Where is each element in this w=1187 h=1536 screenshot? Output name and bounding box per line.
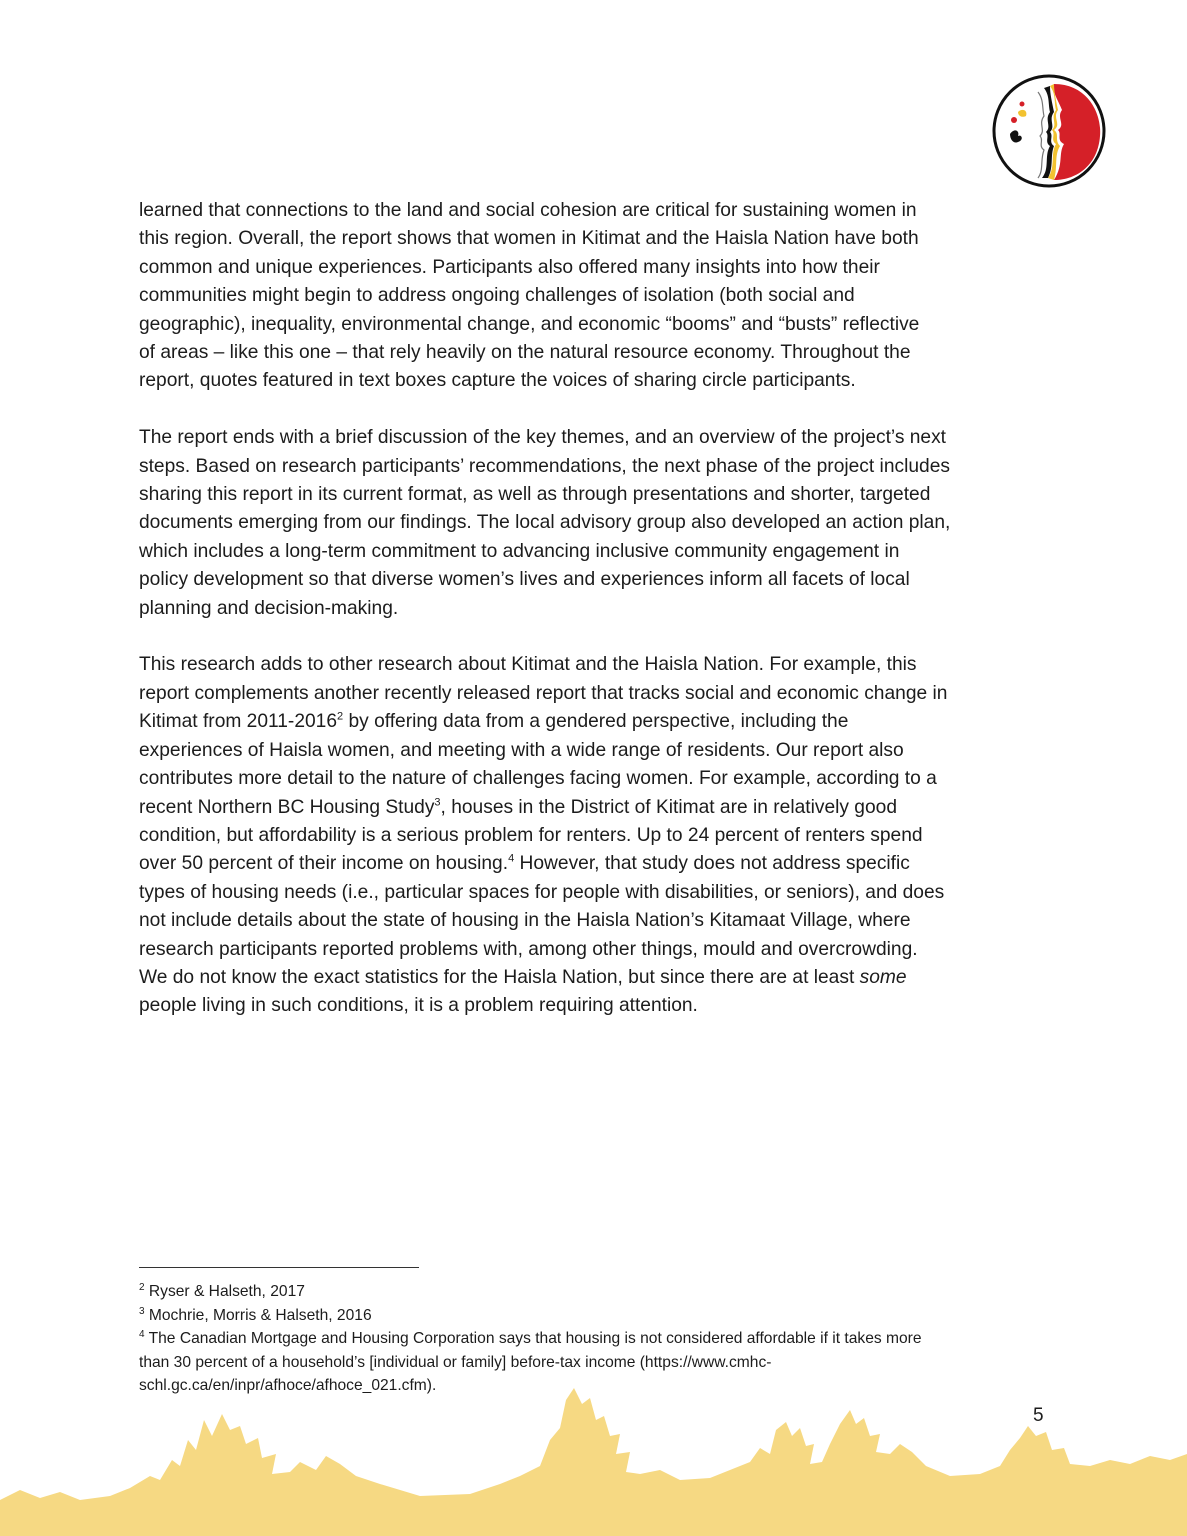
footnote-3	[139, 1304, 1051, 1328]
text-line: steps. Based on research participants’ recommendations, the next phase of the project includes	[139, 455, 950, 477]
paragraph	[139, 424, 1051, 623]
text-segment: over 50 percent of their income on housing.	[139, 853, 509, 875]
footnote-text: schl.gc.ca/en/inpr/afhoce/afhoce_021.cfm).	[139, 1377, 437, 1394]
text-segment: Kitimat from 2011-2016	[139, 711, 338, 733]
text-line: common and unique experiences. Participants also offered many insights into how their	[139, 256, 880, 278]
page-number: 5	[1033, 1405, 1044, 1426]
text-segment: by offering data from a gendered perspective, including the	[343, 711, 849, 733]
paragraph	[139, 197, 1051, 396]
text-line: documents emerging from our findings. The local advisory group also developed an action plan,	[139, 512, 951, 534]
paragraph	[139, 651, 1051, 1020]
footnote-text: Mochrie, Morris & Halseth, 2016	[144, 1306, 372, 1324]
text-line: this region. Overall, the report shows that women in Kitimat and the Haisla Nation have both	[139, 228, 919, 250]
footnote-mark: 4	[139, 1328, 145, 1340]
emphasis: some	[859, 966, 907, 988]
text-line: sharing this report in its current format, as well as through presentations and shorter, targeted	[139, 484, 931, 506]
text-line: condition, but affordability is a serious problem for renters. Up to 24 percent of renters spend	[139, 824, 923, 846]
footnote-ref-3[interactable]: 3	[434, 796, 441, 809]
text-line: of areas – like this one – that rely heavily on the natural resource economy. Throughout the	[139, 342, 911, 364]
text-line	[139, 850, 1051, 878]
text-line: This research adds to other research about Kitimat and the Haisla Nation. For example, this	[139, 654, 917, 676]
footnote-text: Ryser & Halseth, 2017	[144, 1283, 305, 1300]
text-line: contributes more detail to the nature of challenges facing women. For example, according to a	[139, 768, 937, 790]
text-line: not include details about the state of housing in the Haisla Nation’s Kitamaat Village, where	[139, 910, 911, 932]
text-line	[139, 794, 1051, 822]
text-line: research participants reported problems with, among other things, mould and overcrowding.	[139, 938, 918, 960]
footnote-ref-4[interactable]: 4	[508, 852, 515, 865]
text-line: report complements another recently released report that tracks social and economic change in	[139, 682, 948, 704]
footnote-separator	[139, 1267, 419, 1268]
body-text	[139, 197, 1051, 1049]
text-line	[139, 708, 1051, 736]
footnote-mark: 2	[139, 1281, 145, 1293]
footnote-text: than 30 percent of a household’s [individual or family] before-tax income (https://www.cmhc-	[139, 1353, 772, 1371]
text-line: communities might begin to address ongoing challenges of isolation (both social and	[139, 285, 855, 307]
text-line: which includes a long-term commitment to advancing inclusive community engagement in	[139, 540, 900, 562]
text-segment: We do not know the exact statistics for the Haisla Nation, but since there are at least	[139, 966, 860, 988]
text-line: report, quotes featured in text boxes capture the voices of sharing circle participants.	[139, 370, 856, 392]
text-line: people living in such conditions, it is a problem requiring attention.	[139, 995, 698, 1017]
footnote-ref-2[interactable]: 2	[337, 710, 344, 723]
text-line	[139, 964, 1051, 992]
text-line: policy development so that diverse women’s lives and experiences inform all facets of local	[139, 569, 910, 591]
text-segment: , houses in the District of Kitimat are in relatively good	[440, 796, 897, 818]
footnote-2	[139, 1280, 1051, 1304]
text-line: types of housing needs (i.e., particular spaces for people with disabilities, or seniors), and does	[139, 881, 945, 903]
text-segment: recent Northern BC Housing Study	[139, 796, 435, 818]
text-line: The report ends with a brief discussion of the key themes, and an overview of the project’s next	[139, 427, 947, 449]
text-line: planning and decision-making.	[139, 597, 399, 619]
text-segment: However, that study does not address specific	[514, 853, 910, 875]
tree-silhouettes-decoration	[0, 1380, 1187, 1536]
footnote-mark: 3	[139, 1305, 145, 1317]
text-line: learned that connections to the land and social cohesion are critical for sustaining women in	[139, 200, 917, 221]
womens-profile-circle-logo-icon	[992, 74, 1106, 188]
footnote-text: The Canadian Mortgage and Housing Corporation says that housing is not considered affordable if it takes more	[144, 1330, 922, 1347]
text-line: geographic), inequality, environmental change, and economic “booms” and “busts” reflective	[139, 313, 920, 335]
text-line: experiences of Haisla women, and meeting with a wide range of residents. Our report also	[139, 739, 904, 761]
